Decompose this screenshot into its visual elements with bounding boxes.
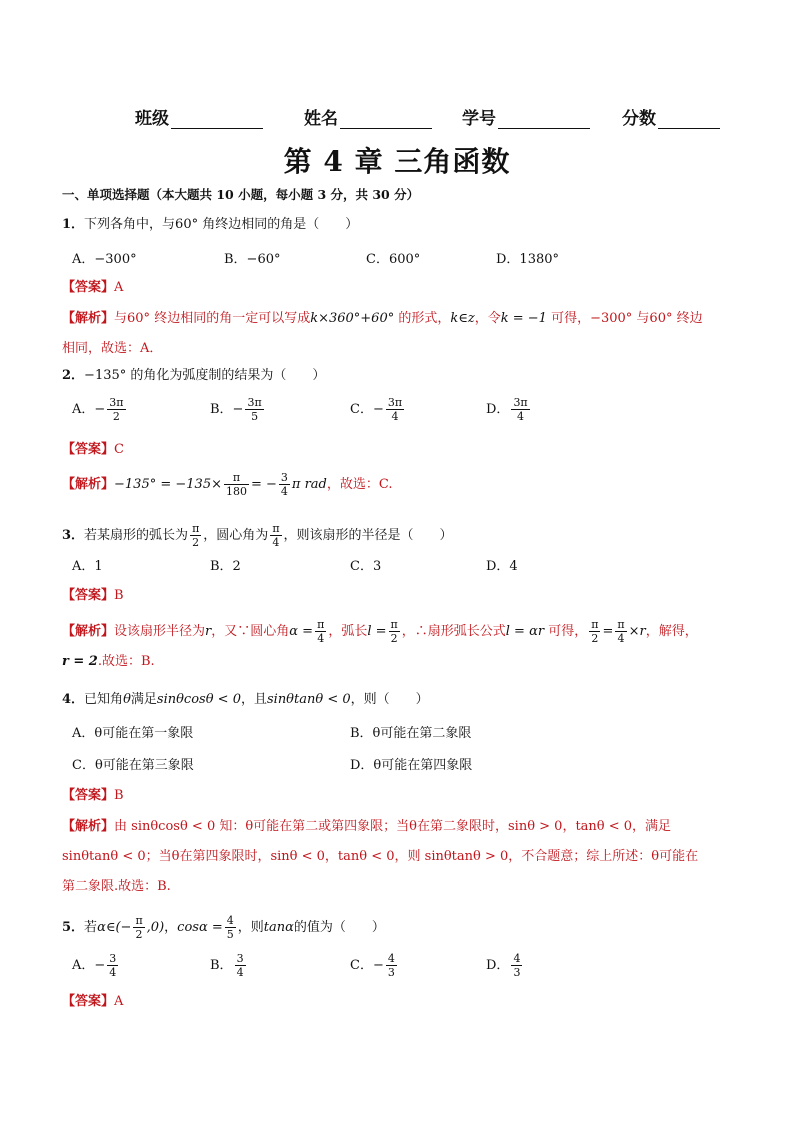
q5-option-d: D． $\frac{4}{3}$ — [486, 952, 521, 979]
question-3: 3．若某扇形的弧长为 $\frac{\pi}{2}$ ，圆心角为 $\frac{\pi}{4}$ ，则该扇形的半径是（ ） — [62, 522, 453, 549]
q1-exp-b: k×360°+60° — [310, 311, 395, 326]
class-label: 班级 — [135, 109, 169, 129]
id-blank[interactable] — [498, 110, 590, 129]
q2-option-c: C．− $\frac{3\pi}{4}$ — [350, 396, 403, 423]
q2-option-d: D． $\frac{3\pi}{4}$ — [486, 396, 528, 423]
q2-option-a: A．− $\frac{3\pi}{2}$ — [72, 396, 124, 423]
header-fields — [0, 104, 794, 128]
q1-option-c: C．600° — [366, 252, 421, 267]
q1-exp-f: k = −1 — [500, 311, 547, 326]
q1-answer — [62, 278, 123, 298]
q1-explanation — [62, 304, 732, 364]
q1-number: 1． — [62, 217, 85, 232]
class-field[interactable] — [135, 104, 263, 129]
name-label: 姓名 — [304, 109, 338, 129]
q1-option-a: A．−300° — [72, 252, 137, 267]
question-2 — [62, 366, 325, 386]
q1-exp-e: ，令 — [474, 311, 501, 326]
q3-option-c: C．3 — [350, 559, 382, 574]
q3-option-a: A．1 — [72, 559, 103, 574]
name-blank[interactable] — [340, 110, 432, 129]
id-field[interactable] — [462, 104, 590, 129]
explain-tag: 【解析】 — [62, 311, 115, 326]
score-blank[interactable] — [658, 110, 720, 129]
q2-answer: 【答案】C — [62, 442, 124, 457]
q4-answer-value: B — [114, 788, 124, 803]
q3-answer: 【答案】B — [62, 588, 124, 603]
q2-stem: −135° 的角化为弧度制的结果为（ ） — [84, 368, 326, 383]
q1-exp-g: 可得，−300° 与60° 终边 — [546, 311, 703, 326]
score-label: 分数 — [622, 109, 656, 129]
q1-answer-value: A — [114, 280, 124, 295]
q1-exp-line2: 相同，故选：A． — [62, 341, 163, 356]
name-field[interactable] — [304, 104, 432, 129]
question-4: 4．已知角θ满足sinθcosθ < 0，且sinθtanθ < 0，则（ ） — [62, 692, 429, 707]
q1-exp-c: 的形式， — [394, 311, 451, 326]
q4-option-c: C．θ可能在第三象限 — [72, 758, 194, 773]
class-blank[interactable] — [171, 110, 263, 129]
q1-stem: 下列各角中，与60° 角终边相同的角是（ ） — [84, 217, 359, 232]
q5-option-b: B． $\frac{3}{4}$ — [210, 952, 244, 979]
q3-answer-value: B — [114, 588, 124, 603]
q5-option-a: A．− $\frac{3}{4}$ — [72, 952, 117, 979]
q2-answer-value: C — [114, 442, 124, 457]
q3-option-d: D．4 — [486, 559, 518, 574]
q5-option-c: C．− $\frac{4}{3}$ — [350, 952, 395, 979]
q4-option-b: B．θ可能在第二象限 — [350, 726, 472, 741]
q1-option-d: D．1380° — [496, 252, 560, 267]
q4-explanation: 【解析】由 sinθcosθ < 0 知：θ可能在第二或第四象限；当θ在第二象限时，sinθ > 0，tanθ < 0，满足 sinθtanθ < 0；当θ在第四象限时，sinθ < 0，tanθ < 0，则 sinθtanθ > 0，不合题意；综上所述：θ可能在 第二象限.故选：B. — [62, 819, 699, 894]
q1-option-b: B．−60° — [224, 252, 281, 267]
q2-option-b: B．− $\frac{3\pi}{5}$ — [210, 396, 262, 423]
q1-exp-d: k∈z — [450, 311, 475, 326]
q3-explanation: 【解析】设该扇形半径为r，又∵圆心角α = $\frac{\pi}{4}$ ，弧长l = $\frac{\pi}{2}$ ，∴扇形弧长公式l = αr 可得， $\frac{\pi}{2}$ = $\frac{\pi}{4}$ ×r，解得， r = 2.故选：B. — [62, 618, 698, 669]
q2-explanation: 【解析】−135° = −135× $\frac{\pi}{180}$ = − $\frac{3}{4}$ π rad，故选：C. — [62, 471, 393, 498]
page-title: 第 4 章 三角函数 — [283, 145, 511, 178]
q5-answer: 【答案】A — [62, 994, 124, 1009]
question-5: 5．若α∈(− $\frac{\pi}{2}$ ,0)，cosα = $\frac{4}{5}$ ，则tanα的值为（ ） — [62, 914, 385, 941]
section-heading: 一、单项选择题（本大题共 10 小题，每小题 3 分，共 30 分） — [62, 187, 420, 202]
score-field[interactable] — [622, 104, 720, 129]
question-1 — [62, 215, 358, 235]
answer-tag: 【答案】 — [62, 280, 115, 295]
id-label: 学号 — [462, 109, 496, 129]
q4-answer: 【答案】B — [62, 788, 124, 803]
q4-option-a: A．θ可能在第一象限 — [72, 726, 194, 741]
q3-option-b: B．2 — [210, 559, 241, 574]
q5-answer-value: A — [114, 994, 124, 1009]
q2-number: 2． — [62, 368, 85, 383]
q1-exp-a: 与60° 终边相同的角一定可以写成 — [114, 311, 311, 326]
q4-option-d: D．θ可能在第四象限 — [350, 758, 473, 773]
